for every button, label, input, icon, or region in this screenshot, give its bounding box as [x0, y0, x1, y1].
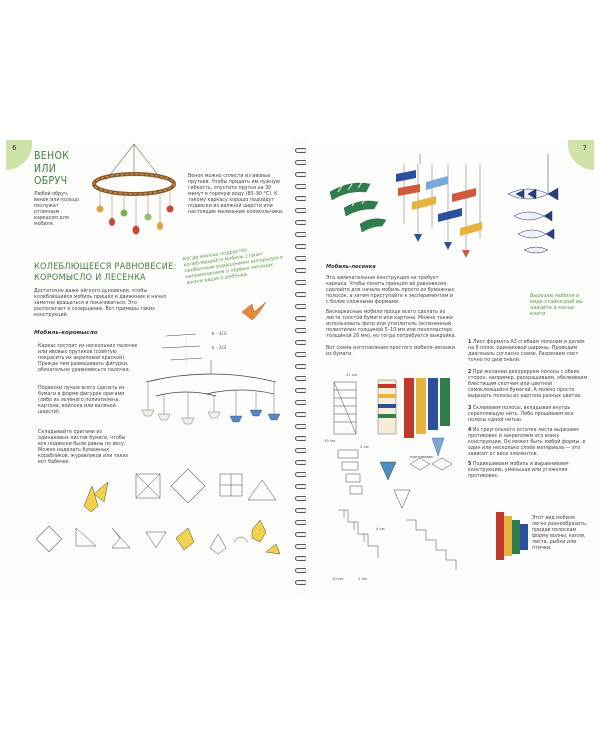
para-1: Каркас состоит из нескольких палочек или ивовых прутиков (советую покрасить их акриловой краской). Прежде чем развешивать фигурки, обязательно уравновесьте палочки. [38, 344, 138, 373]
fish-note: Вырезаю мобиля в виде стайки рыб вы найдёте в конце книги. [530, 293, 583, 317]
book-spread [6, 140, 594, 598]
label-2cm: 2 см [360, 444, 369, 449]
wreath-text-right: Венок можно сплести из ивовых прутьев. Чтобы придать им нужную гибкость, опустите прутья на 30 минут в горячую воду (80–90 °С). К такому каркасу хорошо подойдут подвески из валяной шерсти или настоящие маленькие колокольчики. [188, 174, 284, 215]
label-15cm: 15 см [324, 438, 335, 443]
ladder-p2: Бескаркасные мобили проще всего сделать из листа толстой бумаги или картона. Можно также использовать фетр или утеплитель (вспененный полиэтилен толщиной 5–10 мм или пенопластерс толщиной 20 мм), но тогда потребуется выкройка. [326, 310, 456, 339]
section-title: КОЛЕБЛЮЩЕЕСЯ РАВНОВЕСИЕ: КОРОМЫСЛО И ЛЕСЕНКА [34, 262, 177, 283]
diagram-label-2: k · 2/3 [212, 346, 227, 351]
ladder-p1: Эта замечательная конструкция не требует каркаса. Чтобы понять принцип её равновесия, сделайте для начала мобиль просто из бумажных полосок, а затем приступайте к экспериментам и с более сложными формами. [326, 276, 455, 305]
crane-icon [240, 300, 268, 322]
label-counterweight: противовес [410, 454, 434, 459]
label-4cm: 4 см [376, 526, 385, 531]
green-note: Когда малыш подрастёт, колеблющийся мобиль станет необычным украшением интерьера и напоминанием о первых месяцах жизни вашего ребёнка. [182, 247, 284, 287]
page-tab-left [6, 140, 32, 170]
spiral-binding [294, 140, 306, 598]
diagram-label-1: k · 1/3 [212, 332, 227, 337]
final-note: Этот вид мобиля легко разнообразить, придав полоскам форму волны, капли, листа, рыбки или птички. [532, 516, 588, 551]
origami-diagrams [26, 460, 290, 588]
label-10cm: 10 см [332, 576, 343, 581]
page-tab-right [568, 140, 594, 170]
wreath-mobile-illustration [86, 144, 182, 252]
boat-mobile-illustration [136, 360, 286, 430]
ladder-heading: Мобиль-лесенка [326, 264, 376, 270]
wreath-text: Любой обруч, венок или кольцо послужат отличным каркасом для мобиля. [34, 192, 80, 227]
ladder-p3: Вот схема изготовления простого мобиля-лесенки из бумаги. [326, 346, 455, 357]
step-5: 5 Подвешиваем мобиль и выравниваем конструкцию, уменьшая или утяжеляя противовес. [468, 462, 569, 479]
para-2: Подвески лучше всего сделать из бумаги в форме фигурок оригами (либо из зелёного полиэтилена, картона, войлока или валяной шерсти). [38, 386, 125, 415]
step-3: 3 Склеиваем полосы, вкладывая внутрь скрепляющую нить. Либо прошиваем все полосы одной нитью. [468, 406, 574, 423]
label-1cm: 1 см [358, 576, 367, 581]
page-number-right: 7 [582, 144, 587, 152]
ladder-construction-diagram [320, 364, 466, 590]
page-number-left: 6 [12, 144, 17, 152]
wreath-title: ВЕНОК ИЛИ ОБРУЧ [34, 150, 70, 187]
left-page [6, 140, 294, 598]
right-page [306, 140, 594, 598]
step-4: 4 Из треугольного остатка листа вырезаем противовес и закрепляем его внизу конструкции. Он может быть любой формы, в один или несколько слоёв материала — это зависит от веса элементов. [468, 428, 586, 457]
label-21cm: 21 см [346, 372, 357, 377]
step-1: 1 Лист формата А3 сгибаем пополам и делим на 6 полос одинаковой ширины. Проводим диагональ согласно схеме. Разрезаем лист точно по диагонали. [468, 340, 585, 363]
decorated-strips [496, 512, 528, 560]
step-2: 2 При желании декорируем полосы с обеих сторон: например, раскрашиваем, обклеиваем блестящим скотчем или цветной самоклеящейся бумагой. А можно просто вырезать полосы из картона разных цветов. [468, 370, 588, 399]
subheading-rocker: Мобиль-коромысло [34, 330, 98, 336]
para-3: Складывайте оригами из одинаковых листов бумаги, чтобы все подвески были равны по весу. Можно наделать бумажных корабликов, журавликов или таких вот бабочек. [38, 430, 129, 465]
ladder-mobile-illustration [320, 154, 570, 258]
section-text: Достаточно даже лёгкого дуновения, чтобы колеблющийся мобиль пришёл в движение и начал заметно вращаться и покачиваться. Это располагает к созерцанию. Вот примеры таких конструкций. [34, 289, 167, 318]
